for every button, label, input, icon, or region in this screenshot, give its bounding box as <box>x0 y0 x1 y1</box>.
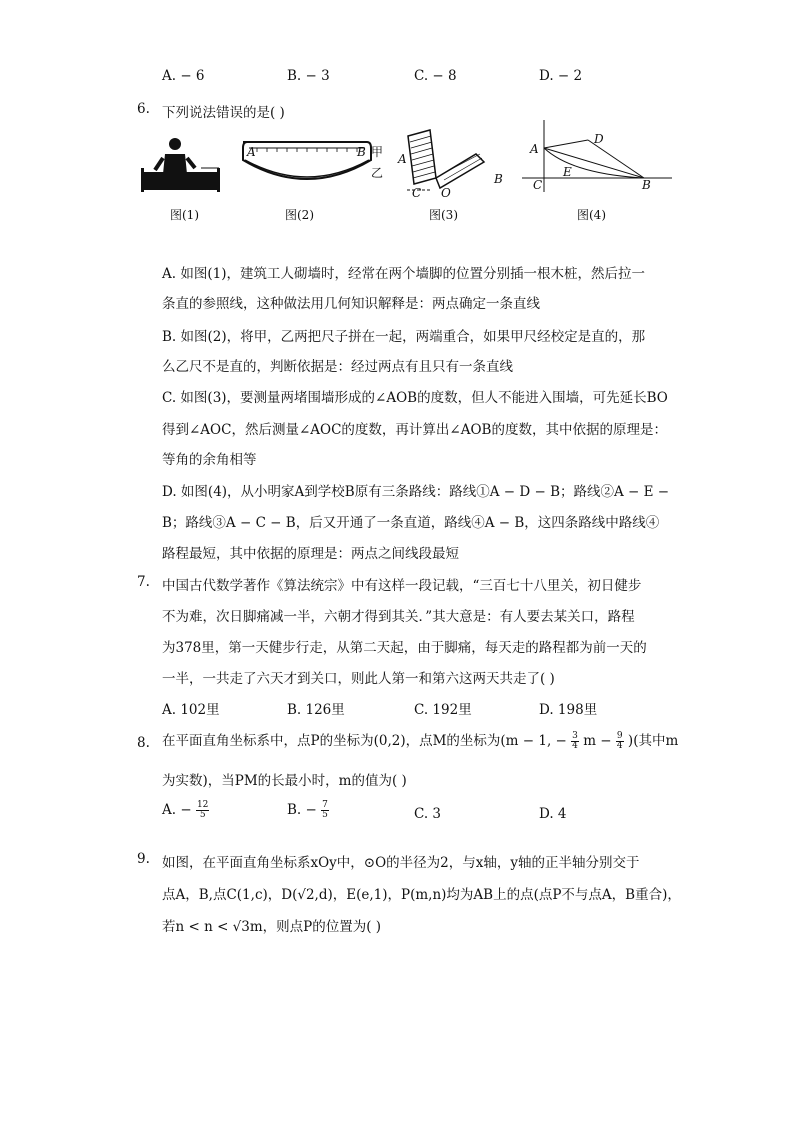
fig2-label-b: B <box>357 145 366 159</box>
q9-line3: 若n < n < √3m，则点P的位置为( ) <box>162 919 382 935</box>
fig4-label-e: E <box>563 165 572 179</box>
q6-number: 6. <box>137 101 150 117</box>
fig4-label-b: B <box>642 178 651 192</box>
q8-fraction-2-num: 9 <box>616 731 623 741</box>
q6-option-c-line2: 得到∠AOC，然后测量∠AOC的度数，再计算出∠AOB的度数，其中依据的原理是： <box>162 422 667 438</box>
q8-fraction-1 <box>571 732 579 751</box>
q8-option-b-fraction <box>321 801 329 820</box>
q5-option-a: A. − 6 <box>162 68 205 84</box>
fig2-label-jia: 甲 <box>371 145 384 159</box>
fig1-caption: 图(1) <box>170 208 199 222</box>
q7-line3: 为378里，第一天健步行走，从第二天起，由于脚痛，每天走的路程都为前一天的 <box>162 640 647 656</box>
q8-option-a-num: 12 <box>196 800 209 810</box>
q8-line1-text-c: )(其中m <box>627 733 679 749</box>
q9-line2: 点A，B,点C(1,c)，D(√2,d)，E(e,1)，P(m,n)均为AB上的点(点P不与点A，B重合)， <box>162 887 681 903</box>
q8-fraction-2-den: 4 <box>616 741 623 751</box>
q7-line1: 中国古代数学著作《算法统宗》中有这样一段记载，“三百七十八里关，初日健步 <box>162 578 642 594</box>
fig2-caption: 图(2) <box>285 208 314 222</box>
q8-option-a-prefix: A. − <box>162 802 192 818</box>
fig2-label-a: A <box>247 145 256 159</box>
q6-option-b-line1: B. 如图(2)，将甲，乙两把尺子拼在一起，两端重合，如果甲尺经校定是直的，那 <box>162 329 646 345</box>
q8-option-c: C. 3 <box>414 806 442 822</box>
q8-fraction-1-den: 4 <box>572 741 578 751</box>
q8-option-b-den: 5 <box>322 810 328 820</box>
q9-line1: 如图，在平面直角坐标系xOy中，⊙O的半径为2，与x轴，y轴的正半轴分别交于 <box>162 855 640 871</box>
q7-option-a: A. 102里 <box>162 702 220 718</box>
q8-option-a-den: 5 <box>199 810 206 820</box>
q7-number: 7. <box>137 574 150 590</box>
fig4-label-c: C <box>533 178 543 192</box>
fig4-label-a: A <box>530 142 539 156</box>
q8-line1 <box>162 729 678 751</box>
q8-fraction-2 <box>616 732 624 751</box>
fig3-label-o: O <box>441 186 451 200</box>
fig3-label-c: C <box>412 186 422 200</box>
q8-option-b-num: 7 <box>322 800 328 810</box>
q6-option-a-line1: A. 如图(1)，建筑工人砌墙时，经常在两个墙脚的位置分别插一根木桩，然后拉一 <box>162 266 645 282</box>
figure-1-worker <box>141 132 221 202</box>
q8-option-b-prefix: B. − <box>287 802 317 818</box>
fig3-label-a: A <box>398 152 407 166</box>
q8-line1-text-a: 在平面直角坐标系中，点P的坐标为(0,2)，点M的坐标为(m − 1, − <box>162 733 567 749</box>
q5-option-c: C. − 8 <box>414 68 457 84</box>
q8-line2: 为实数)，当PM的长最小时，m的值为( ) <box>162 773 407 789</box>
q8-option-d: D. 4 <box>539 806 567 822</box>
q6-option-d-line3: 路程最短，其中依据的原理是：两点之间线段最短 <box>162 546 459 562</box>
q8-line1-text-b: m − <box>583 733 612 749</box>
q6-option-d-line2: B；路线③A − C − B，后又开通了一条直道，路线④A − B，这四条路线中路线④ <box>162 515 660 531</box>
q8-option-a <box>162 801 209 820</box>
q9-number: 9. <box>137 851 150 867</box>
q7-line2: 不为难，次日脚痛减一半，六朝才得到其关．”其大意是：有人要去某关口，路程 <box>162 609 635 625</box>
fig4-caption: 图(4) <box>577 208 606 222</box>
q7-option-d: D. 198里 <box>539 702 598 718</box>
q7-option-c: C. 192里 <box>414 702 472 718</box>
fig3-label-b: B <box>494 172 503 186</box>
q8-number: 8. <box>137 735 150 751</box>
q7-line4: 一半，一共走了六天才到关口，则此人第一和第六这两天共走了( ) <box>162 671 555 687</box>
fig2-label-yi: 乙 <box>371 166 384 180</box>
q6-option-b-line2: 么乙尺不是直的，判断依据是：经过两点有且只有一条直线 <box>162 359 513 375</box>
q6-stem: 下列说法错误的是( ) <box>162 105 285 121</box>
fig4-label-d: D <box>594 132 604 146</box>
q7-option-b: B. 126里 <box>287 702 345 718</box>
fig3-caption: 图(3) <box>429 208 458 222</box>
q8-option-a-fraction <box>196 801 209 820</box>
q8-fraction-1-num: 3 <box>572 731 578 741</box>
q5-option-b: B. − 3 <box>287 68 330 84</box>
q6-option-d-line1: D. 如图(4)，从小明家A到学校B原有三条路线：路线①A − D − B；路线②A − E − <box>162 484 670 500</box>
q6-option-a-line2: 条直的参照线，这种做法用几何知识解释是：两点确定一条直线 <box>162 296 540 312</box>
q5-option-d: D. − 2 <box>539 68 583 84</box>
q6-option-c-line3: 等角的余角相等 <box>162 452 257 468</box>
q8-option-b <box>287 801 329 820</box>
q6-option-c-line1: C. 如图(3)，要测量两堵围墙形成的∠AOB的度数，但人不能进入围墙，可先延长BO <box>162 390 668 406</box>
